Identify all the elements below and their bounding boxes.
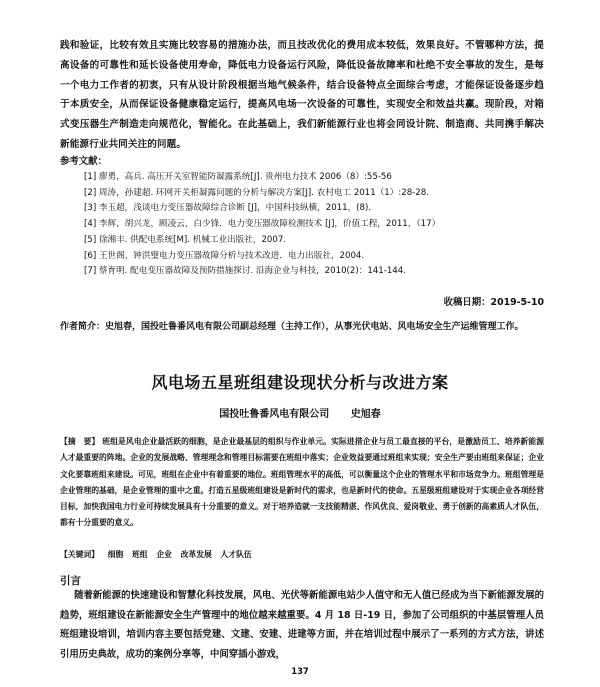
reference-item: [2] 周涛，孙建超. 环网开关柜凝露问题的分析与解决方案[J]. 农村电工 2011（1）:28-28.	[84, 187, 429, 198]
reference-item: [1] 廖勇，高兵. 高压开关室智能防凝露系统[J]. 贵州电力技术 2006（8）:55-56	[84, 172, 392, 182]
previous-article-conclusion: 践和验证，比较有效且实施比较容易的措施办法，而且技改优化的费用成本较低，效果良好。不管哪种方法，提高设备的可靠性和延长设备使用寿命，降低电力设备运行风险，降低设备故障率和杜绝不安全事故的发生，是每一个电力工作者的初衷，只有从设计阶段根据当地气候条件，结合设备特点全面综合考虑，才能保证设备逐步趋于本质安全，从而保证设备健康稳定运行，提高风电场一次设备的可靠性，实现安全和效益共赢。现阶段，对箱式变压器生产制造走向规范化，智能化。在此基础上，我们新能源行业也将会同设计院、制造商、共同携手解决新能源行业共同关注的问题。	[60, 40, 544, 150]
received-date: 收稿日期：2019-5-10	[443, 297, 544, 308]
introduction-heading: 引言	[60, 575, 81, 587]
article-author: 国投吐鲁番风电有限公司 史旭春	[219, 409, 381, 420]
abstract	[60, 434, 544, 532]
abstract-label: 【摘 要】	[60, 437, 100, 446]
page-number: 137	[291, 666, 309, 676]
abstract-text: 班组是风电企业最活跃的细胞，是企业最基层的组织与作业单元。实际进措企业与员工最直接的平台，是激励员工、培养新能源人才最重要的阵地。企业的发展战略、管理理念和管理目标需要在班组中落实；企业效益要通过班组来实现；安全生产要由班组来保证；企业文化要靠班组来建设。可见，班组在企业中有着重要的地位。班组管理水平的高低，可以衡量这个企业的管理水平和市场竞争力。班组管理是企业管理的基础，是企业管理的重中之重。打造五星级班组建设是新时代的需求，也是新时代的使命。五星级班组建设对于实现企业各项经营目标，加快我国电力行业可持续发展具有十分重要的意义。对于培养造就一支技能精湛、作风优良、爱岗敬业、勇于创新的高素质人才队伍，都有十分重要的意义。	[60, 437, 544, 528]
reference-item: [7] 蔡育明. 配电变压器故障及预防措施探讨. 沿海企业与科技，2010(2)：141-144.	[84, 266, 406, 277]
article-title: 风电场五星班组建设现状分析与改进方案	[151, 373, 449, 392]
references-title: 参考文献：	[60, 156, 107, 167]
references-list	[84, 170, 544, 280]
reference-item: [4] 李辉，胡兴龙，顾凌云，白少锋．电力变压器故障检测技术 [J]，价值工程，2011，（17）	[84, 219, 441, 230]
reference-item: [3] 李玉超，浅谈电力变压器故障综合诊断 [J]，中国科技纵横，2011，(8)．	[84, 203, 377, 214]
introduction-body: 随着新能源的快速建设和智慧化科技发展，风电、光伏等新能源电站少人值守和无人值已经成为当下新能源发展的趋势，班组建设在新能源安全生产管理中的地位越来越重要。4 月 18 日-19 日，参加了公司组织的中基层管理人员班组建设培训，培训内容主要包括党建、文建、安建、进建等方面，并在培训过程中展示了一系列的方式方法，讲述引用历史典故，成功的案例分享等，中间穿插小游戏，	[60, 590, 544, 660]
keywords-label: 【关键词】	[60, 550, 99, 559]
reference-item: [5] 徐湘丰. 供配电系统[M]. 机械工业出版社，2007.	[84, 234, 287, 245]
reference-item: [6] 王世阁，钟洪璧电力变压器故障分析与技术改进．电力出版社，2004.	[84, 250, 365, 261]
keywords-text: 细胞 班组 企业 改革发展 人才队伍	[107, 550, 252, 559]
author-introduction: 作者简介：史旭春，国投吐鲁番风电有限公司副总经理（主持工作），从事光伏电站、风电场安全生产运维管理工作。	[60, 322, 524, 332]
keywords	[60, 549, 544, 560]
